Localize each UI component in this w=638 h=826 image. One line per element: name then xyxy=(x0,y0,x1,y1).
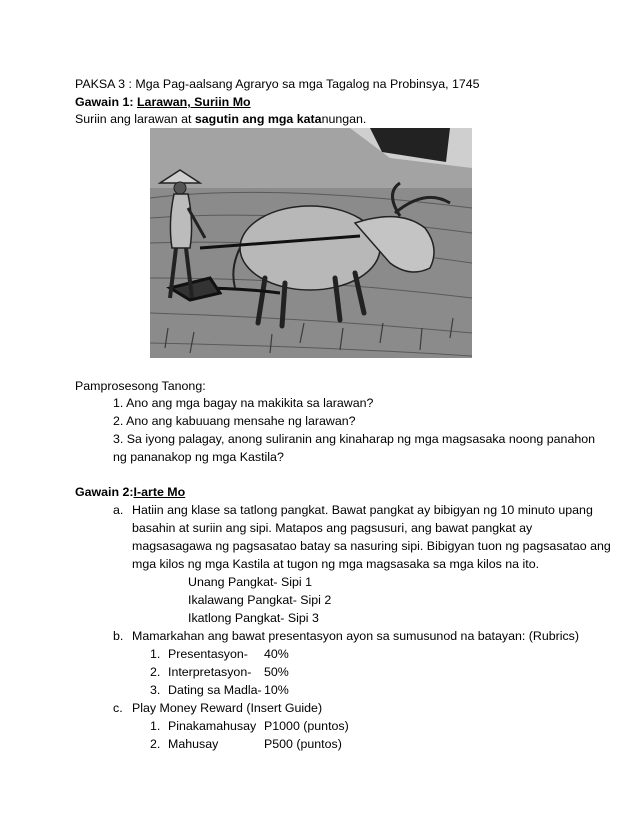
item-a-letter: a. xyxy=(113,503,124,517)
reward-number: 2. xyxy=(150,737,161,751)
rubric-number: 1. xyxy=(150,647,161,661)
item-a-line: basahin at suriin ang sipi. Matapos ang pagsusuri, ang bawat pangkat ay xyxy=(132,521,533,535)
item-a-line: Hatiin ang klase sa tatlong pangkat. Bawat pangkat ay bibigyan ng 10 minuto upang xyxy=(132,503,593,517)
reward-value: P500 (puntos) xyxy=(264,737,342,751)
task1-heading xyxy=(75,94,251,110)
instruction-pre: Suriin ang larawan at xyxy=(75,112,195,126)
task2-heading xyxy=(75,484,185,500)
question-number: 3. xyxy=(113,432,124,446)
task1-title: Larawan, Suriin Mo xyxy=(136,95,251,109)
rubric-value: 40% xyxy=(264,647,289,661)
question-3-continuation: ng pananakop ng mga Kastila? xyxy=(113,450,284,464)
reward-number: 1. xyxy=(150,719,161,733)
rubric-number: 2. xyxy=(150,665,161,679)
task1-instruction xyxy=(75,111,366,127)
question-number: 2. xyxy=(113,414,124,428)
rubric-label: Presentasyon- xyxy=(168,647,248,661)
farmer-carabao-illustration xyxy=(150,128,472,358)
group-line: Ikatlong Pangkat- Sipi 3 xyxy=(188,611,319,625)
questions-heading: Pamprosesong Tanong: xyxy=(75,379,206,393)
group-line: Ikalawang Pangkat- Sipi 2 xyxy=(188,593,332,607)
group-line: Unang Pangkat- Sipi 1 xyxy=(188,575,312,589)
reward-label: Pinakamahusay xyxy=(168,719,257,733)
item-a-line: magsasagawa ng pagsasatao batay sa nasuring sipi. Bibigyan tuon ng pagsasatao ang xyxy=(132,539,611,553)
item-b-text: Mamarkahan ang bawat presentasyon ayon sa sumusunod na batayan: (Rubrics) xyxy=(132,629,580,643)
rubric-label: Interpretasyon- xyxy=(168,665,252,679)
rubric-value: 50% xyxy=(264,665,289,679)
instruction-bold: sagutin ang mga kata xyxy=(194,112,322,126)
item-c-letter: c. xyxy=(113,701,123,715)
reward-label: Mahusay xyxy=(168,737,219,751)
task2-title: I-arte Mo xyxy=(133,485,186,499)
item-c-text: Play Money Reward (Insert Guide) xyxy=(132,701,323,715)
task2-prefix: Gawain 2: xyxy=(75,485,134,499)
rubric-number: 3. xyxy=(150,683,161,697)
topic-line: PAKSA 3 : Mga Pag-aalsang Agraryo sa mga Tagalog na Probinsya, 1745 xyxy=(75,77,480,91)
rubric-label: Dating sa Madla- xyxy=(168,683,262,697)
farmer-plowing-with-carabao-sketch-icon xyxy=(150,128,472,358)
question-text: Ano ang kabuuang mensahe ng larawan? xyxy=(126,414,356,428)
rubric-value: 10% xyxy=(264,683,289,697)
reward-value: P1000 (puntos) xyxy=(264,719,349,733)
question-item xyxy=(113,395,373,411)
question-number: 1. xyxy=(113,396,124,410)
question-text: Sa iyong palagay, anong suliranin ang kinaharap ng mga magsasaka noong panahon xyxy=(126,432,596,446)
task1-prefix: Gawain 1: xyxy=(75,95,137,109)
item-a-line: mga kilos ng mga Kastila at tugon ng mga magsasaka sa mga kilos na ito. xyxy=(132,557,540,571)
question-text: Ano ang mga bagay na makikita sa larawan? xyxy=(126,396,374,410)
item-b-letter: b. xyxy=(113,629,124,643)
instruction-post: nungan. xyxy=(321,112,367,126)
question-item xyxy=(113,431,595,447)
question-item xyxy=(113,413,356,429)
